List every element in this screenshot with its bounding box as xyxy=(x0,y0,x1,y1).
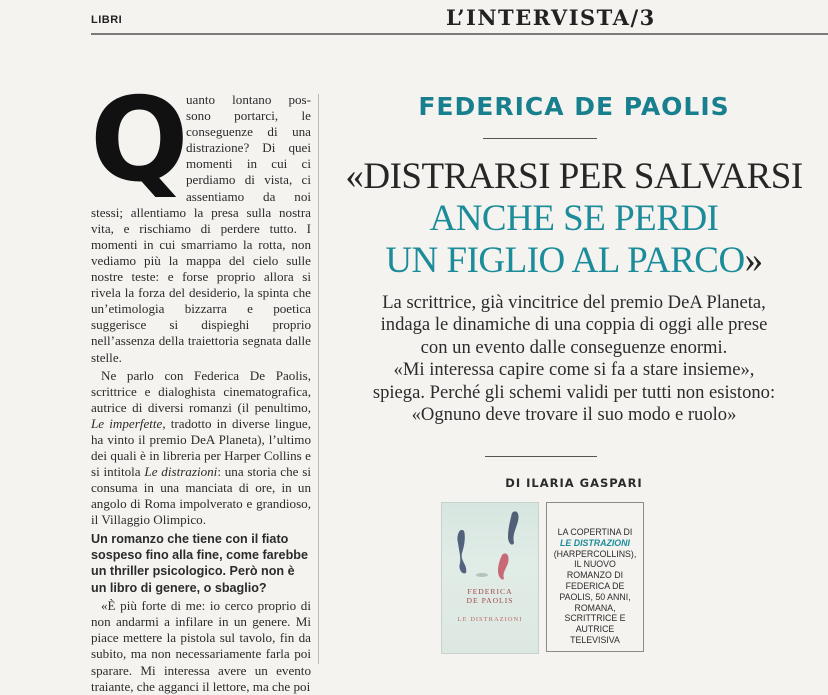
headline-line-2: ANCHE SE PERDI xyxy=(429,198,719,239)
byline-rule xyxy=(485,456,597,457)
intro-line: sono portarci, le xyxy=(186,108,311,124)
drop-cap: Q xyxy=(90,73,185,208)
cover-author-line: FEDERICA xyxy=(467,587,513,596)
paragraph-2-text: : una storia che si consuma in una manciata di ore, in un angolo di Roma impolverato e grandioso, il Villaggio Olimpico. xyxy=(91,464,311,528)
headline-line-3 xyxy=(306,240,828,282)
standfirst-line: «Ognuno deve trovare il suo modo e ruolo» xyxy=(411,404,737,426)
standfirst-line: indaga le dinamiche di una coppia di oggi alle prese xyxy=(380,314,768,336)
cover-illustration xyxy=(442,503,538,653)
standfirst xyxy=(320,292,828,426)
header-rule xyxy=(91,33,828,35)
headline xyxy=(306,156,828,282)
intro-line: conseguenze di una xyxy=(186,124,311,140)
cover-author-line: DE PAOLIS xyxy=(466,596,514,605)
cover-author xyxy=(442,587,538,605)
paragraph-2-text: Ne parlo con Federica De Paolis, scrittrice e dialoghista cinematografica, autrice di diversi romanzi (il penultimo, xyxy=(91,367,311,415)
intro-line: distrazione? Di quei xyxy=(186,140,311,156)
book-title-le-distrazioni: Le distrazioni xyxy=(144,464,218,480)
headline-line-3-text: UN FIGLIO AL PARCO xyxy=(385,240,745,281)
cover-title: LE DISTRAZIONI xyxy=(457,616,523,623)
intro-line: ci assentiamo da xyxy=(186,172,311,204)
standfirst-line: «Mi interessa capire come si fa a stare insieme», xyxy=(393,359,755,381)
intro-line: momenti in cui ci xyxy=(186,156,311,172)
caption-text: (HARPERCOLLINS), IL NUOVO ROMANZO DI FEDERICA DE PAOLIS, 50 ANNI, ROMANA, SCRITTRICE E AUTRICE TELEVISIVA xyxy=(553,548,637,645)
name-rule xyxy=(483,138,597,139)
standfirst-line: con un evento dalle conseguenze enormi. xyxy=(420,336,728,358)
interviewee-name: FEDERICA DE PAOLIS xyxy=(418,92,730,121)
interview-question: Un romanzo che tiene con il fiato sospeso fino alla fine, come farebbe un thriller psicologico. Però non è un libro di genere, o sbaglio? xyxy=(91,531,308,595)
section-label: LIBRI xyxy=(91,14,123,26)
intro-line: perdiamo di vista, xyxy=(186,172,302,188)
headline-close-quote: » xyxy=(744,240,763,281)
book-cover-image xyxy=(441,502,539,654)
interview-answer: «È più forte di me: io cerco proprio di non andarmi a infilare in un genere. Mi piace mettere la pistola sul tavolo, fin da subito, ma non necessariamente farla poi sparare. Mi interessa avere un evento traiante, che agganci il lettore, ma che poi xyxy=(91,598,311,694)
paragraph-2-text: , tradotto in diverse lingue, ha vinto il premio DeA Planeta), l’ultimo dei quali è in libreria per Harper Collins e si intitola xyxy=(91,415,311,480)
intro-line: uanto lontano pos- xyxy=(186,92,311,107)
byline: DI ILARIA GASPARI xyxy=(505,476,643,490)
section-title: L’INTERVISTA/3 xyxy=(446,5,656,30)
standfirst-line: La scrittrice, già vincitrice del premio DeA Planeta, xyxy=(382,292,766,313)
book-title-le-imperfette: Le imperfette xyxy=(91,415,163,431)
paragraph-2 xyxy=(91,368,311,529)
intro-rest: noi stessi; allentiamo la presa sulla nostra vita, e rischiamo di perdere tutto. I momenti in cui smarriamo la rotta, non vediamo più la mappa del cielo sulle nostre teste: e forse proprio allora si rivela la forza del desiderio, la spinta che un’etimologia bizzarra e poetica suggerisce si dispieghi proprio nell’assenza della traiettoria segnata dalle stelle. xyxy=(91,188,311,365)
caption-book-title: LE DISTRAZIONI xyxy=(560,537,630,548)
headline-line-1: «DISTRARSI PER SALVARSI xyxy=(345,156,803,197)
caption-intro: LA COPERTINA DI xyxy=(557,527,633,537)
page-header xyxy=(0,0,828,36)
cover-caption xyxy=(546,502,644,652)
standfirst-line: spiega. Perché gli schemi validi per tutti non esistono: xyxy=(372,381,776,403)
article-body xyxy=(90,73,311,695)
